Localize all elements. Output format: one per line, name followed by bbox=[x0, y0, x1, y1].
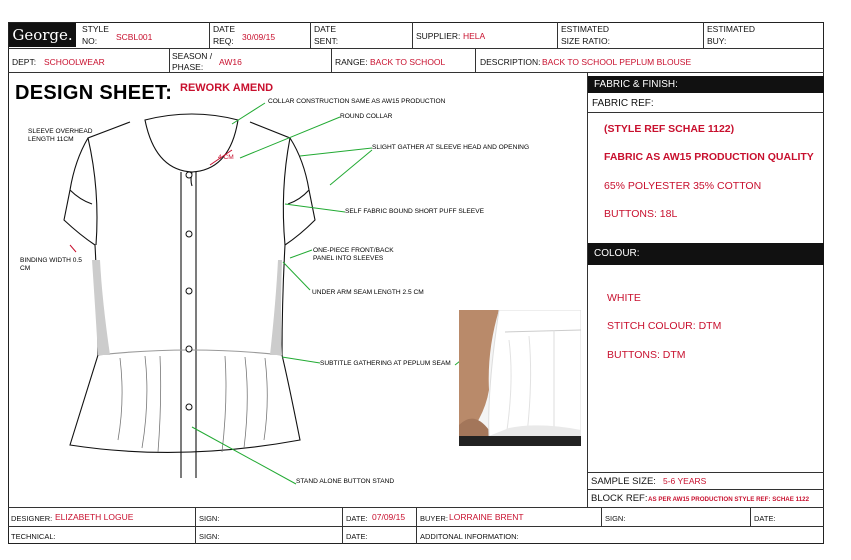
date-req-label-2: REQ: bbox=[213, 36, 234, 46]
sleeve-overhead-note: SLEEVE OVERHEAD LENGTH 11CM bbox=[28, 128, 93, 143]
brand-logo: George. bbox=[9, 23, 76, 47]
fabric-composition: 65% POLYESTER 35% COTTON bbox=[604, 180, 762, 192]
style-no-value: SCBL001 bbox=[116, 32, 153, 42]
technical-date-label: DATE: bbox=[346, 532, 368, 541]
fabric-quality: FABRIC AS AW15 PRODUCTION QUALITY bbox=[604, 151, 814, 163]
style-no-label: NO: bbox=[82, 36, 98, 46]
fabric-style-ref: (STYLE REF SCHAE 1122) bbox=[604, 123, 735, 135]
peplum-gathering-note: SUBTITLE GATHERING AT PEPLUM SEAM bbox=[320, 360, 451, 367]
fabric-ref-label: FABRIC REF: bbox=[592, 98, 654, 109]
supplier-value: HELA bbox=[463, 31, 486, 41]
button-stand-note: STAND ALONE BUTTON STAND bbox=[296, 478, 395, 485]
date-sent-label: DATE bbox=[314, 24, 337, 34]
designer-sign-label: SIGN: bbox=[199, 514, 220, 523]
colour-buttons: BUTTONS: DTM bbox=[607, 349, 686, 361]
season-label-2: PHASE: bbox=[172, 62, 204, 72]
colour-header: COLOUR: bbox=[588, 243, 824, 265]
designer-date-value: 07/09/15 bbox=[372, 512, 406, 522]
buyer-label: BUYER: bbox=[420, 514, 448, 523]
season-label: SEASON / bbox=[172, 51, 213, 61]
self-fabric-note: SELF FABRIC BOUND SHORT PUFF SLEEVE bbox=[345, 208, 484, 215]
date-req-value: 30/09/15 bbox=[242, 32, 276, 42]
colour-value: WHITE bbox=[607, 292, 641, 304]
round-collar-note: ROUND COLLAR bbox=[340, 113, 393, 120]
buyer-date-label: DATE: bbox=[754, 514, 776, 523]
est-buy-label-2: BUY: bbox=[707, 36, 727, 46]
rework-status: REWORK AMEND bbox=[180, 82, 274, 94]
stitch-colour: STITCH COLOUR: DTM bbox=[607, 320, 722, 332]
season-value: AW16 bbox=[219, 57, 242, 67]
size-ratio-label-2: SIZE RATIO: bbox=[561, 36, 610, 46]
sample-size-value: 5-6 YEARS bbox=[663, 476, 707, 486]
dept-label: DEPT: bbox=[12, 57, 37, 67]
buyer-value: LORRAINE BRENT bbox=[449, 512, 524, 522]
description-value: BACK TO SCHOOL PEPLUM BLOUSE bbox=[542, 57, 692, 67]
est-buy-label: ESTIMATED bbox=[707, 24, 756, 34]
designer-date-label: DATE: bbox=[346, 514, 368, 523]
block-ref-label: BLOCK REF: bbox=[591, 493, 648, 504]
designer-label: DESIGNER: bbox=[11, 514, 53, 523]
fabric-finish-header: FABRIC & FINISH: bbox=[588, 76, 824, 93]
technical-label: TECHNICAL: bbox=[11, 532, 56, 541]
sample-size-label: SAMPLE SIZE: bbox=[591, 476, 656, 487]
binding-width-note: BINDING WIDTH 0.5 CM bbox=[20, 257, 82, 272]
under-arm-note: UNDER ARM SEAM LENGTH 2.5 CM bbox=[312, 289, 424, 296]
designer-value: ELIZABETH LOGUE bbox=[55, 512, 134, 522]
design-sheet-title: DESIGN SHEET: bbox=[15, 82, 173, 104]
range-label: RANGE: bbox=[335, 57, 368, 67]
slight-gather-note: SLIGHT GATHER AT SLEEVE HEAD AND OPENING bbox=[372, 144, 530, 151]
additional-info-label: ADDITONAL INFORMATION: bbox=[420, 532, 519, 541]
collar-construction-note: COLLAR CONSTRUCTION SAME AS AW15 PRODUCTION bbox=[268, 98, 446, 105]
range-value: BACK TO SCHOOL bbox=[370, 57, 446, 67]
dept-value: SCHOOLWEAR bbox=[44, 57, 105, 67]
date-req-label: DATE bbox=[213, 24, 236, 34]
reference-photo bbox=[459, 310, 581, 446]
supplier-label: SUPPLIER: bbox=[416, 31, 461, 41]
style-label: STYLE bbox=[82, 24, 109, 34]
block-ref-value: AS PER AW15 PRODUCTION STYLE REF: SCHAE 1122 bbox=[648, 496, 810, 503]
one-piece-note: ONE-PIECE FRONT/BACK PANEL INTO SLEEVES bbox=[313, 247, 394, 262]
fabric-buttons: BUTTONS: 18L bbox=[604, 208, 678, 220]
technical-sign-label: SIGN: bbox=[199, 532, 220, 541]
size-ratio-label: ESTIMATED bbox=[561, 24, 610, 34]
four-cm-note: 4 CM bbox=[218, 154, 234, 161]
buyer-sign-label: SIGN: bbox=[605, 514, 626, 523]
description-label: DESCRIPTION: bbox=[480, 57, 541, 67]
date-sent-label-2: SENT: bbox=[314, 36, 339, 46]
